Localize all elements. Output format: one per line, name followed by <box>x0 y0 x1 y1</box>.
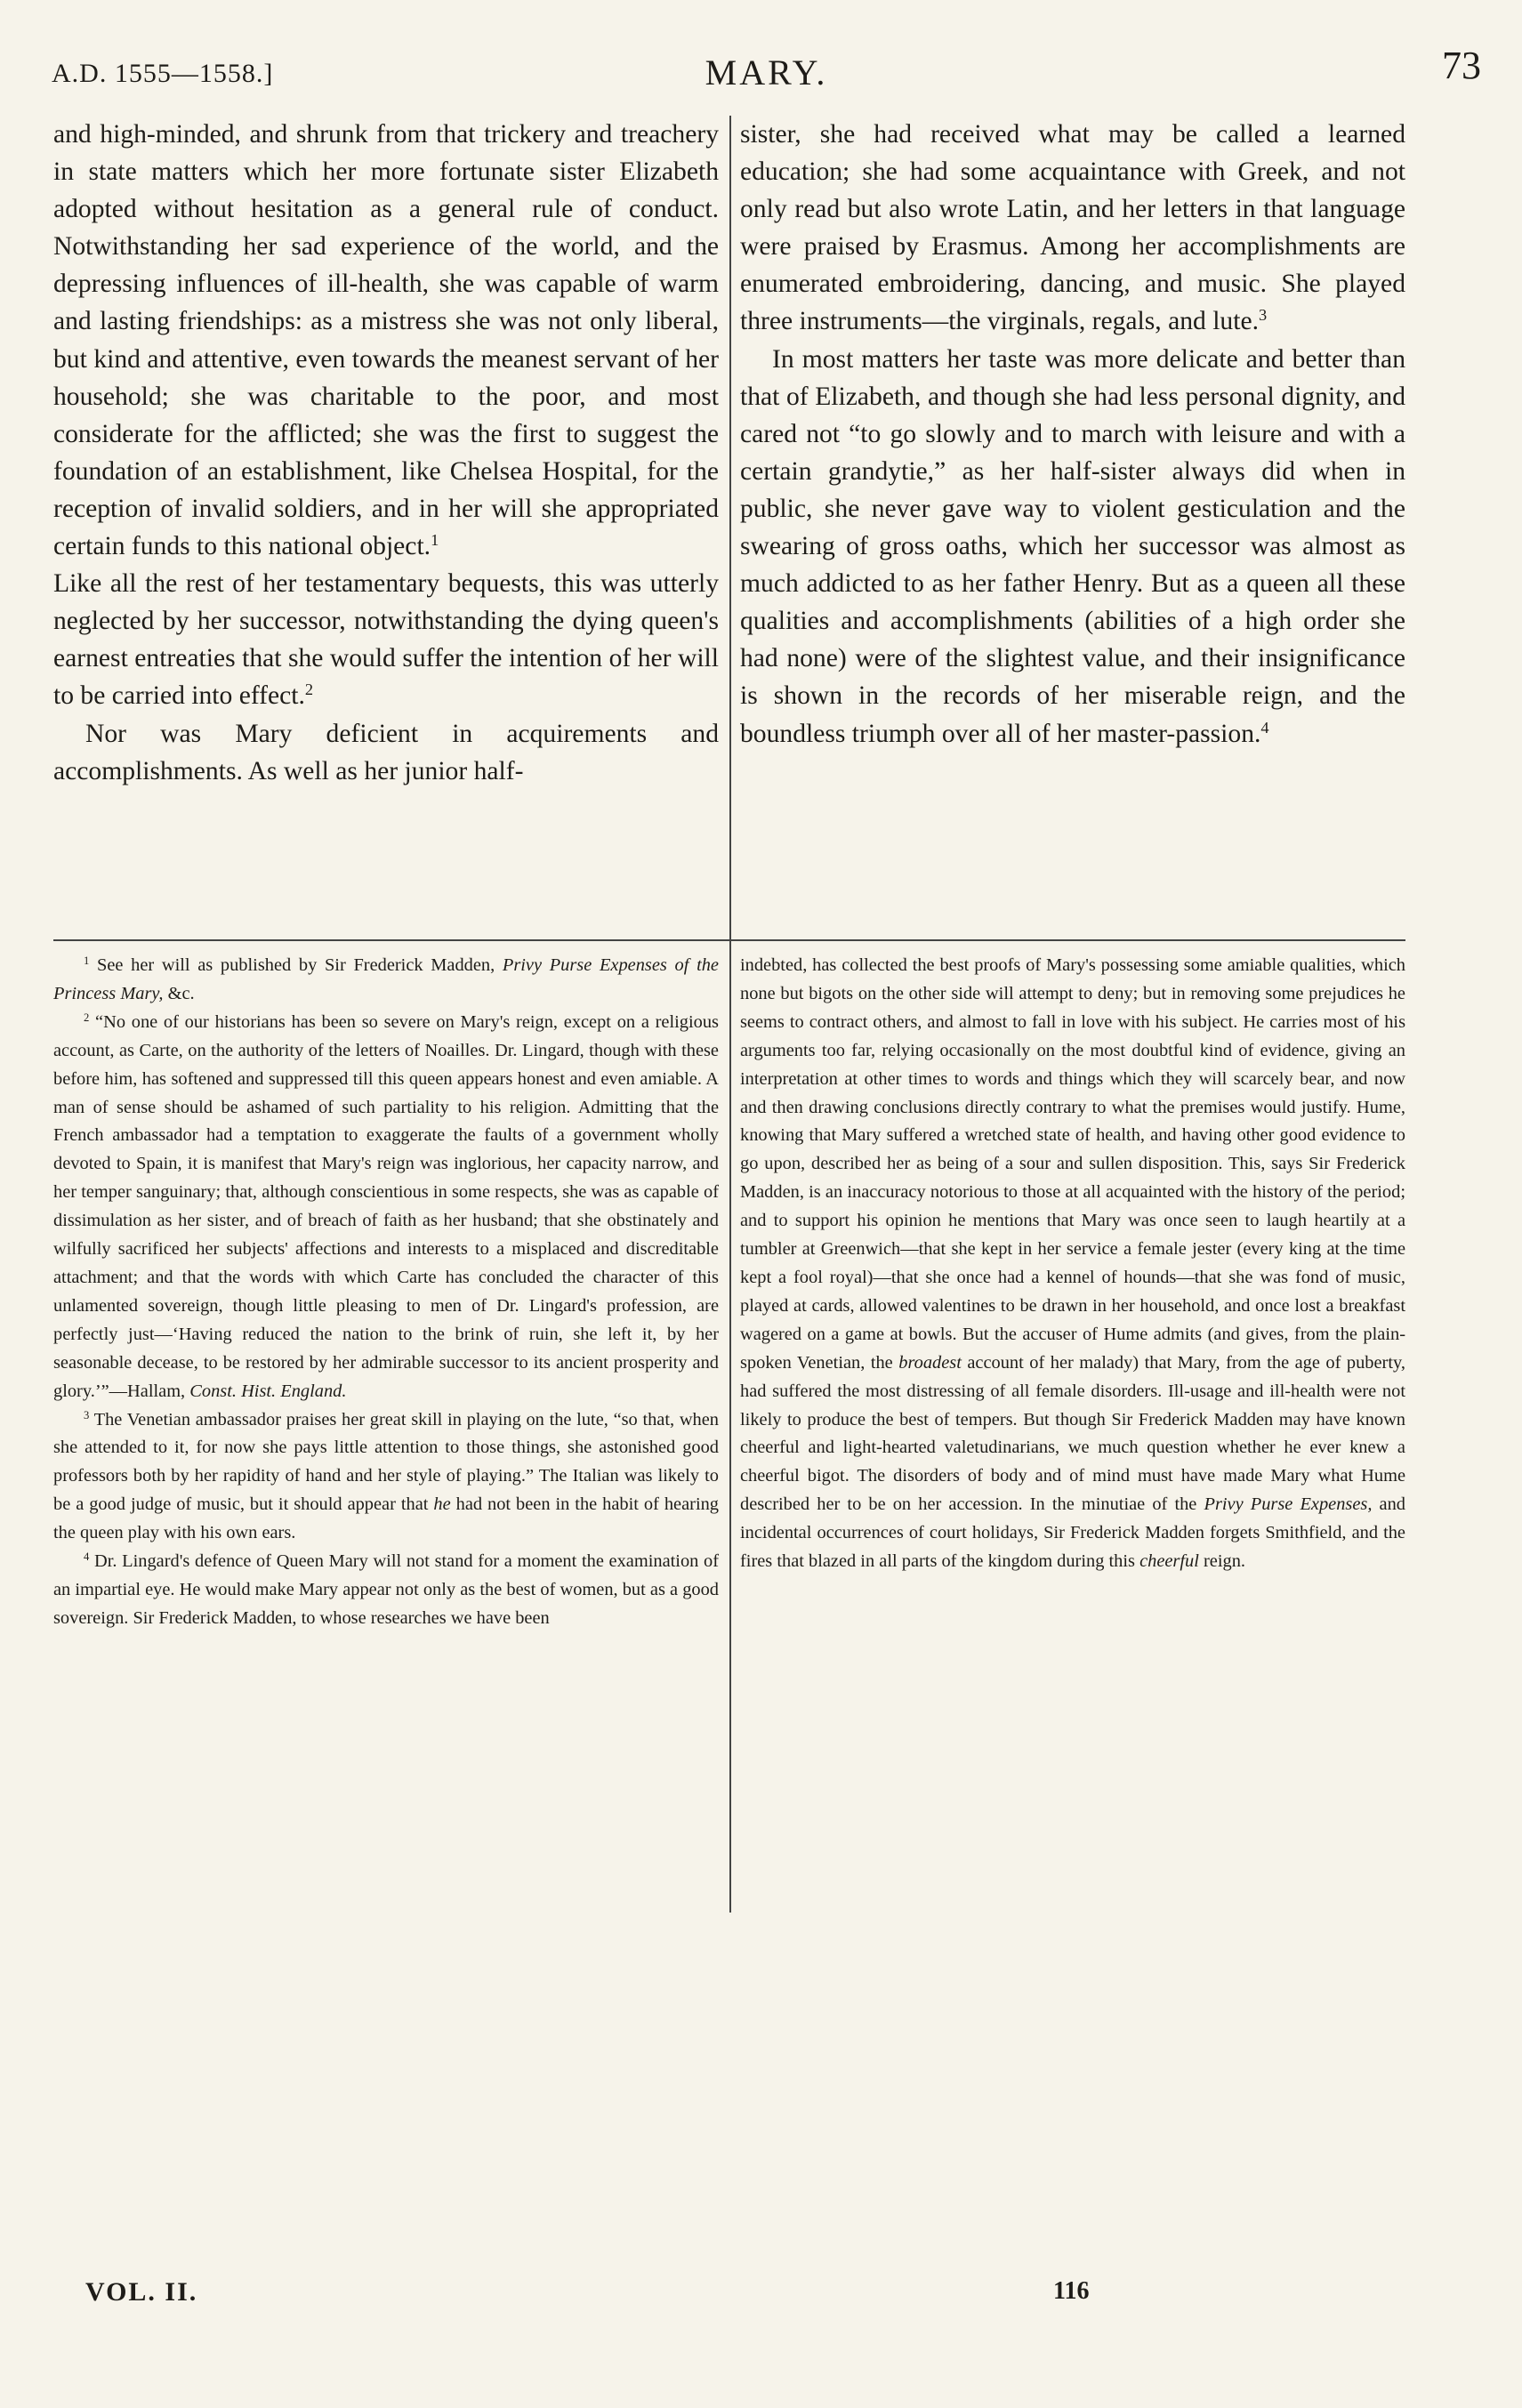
footnote-4-continued: indebted, has collected the best proofs of Mary's possessing some amiable qualities, which none but bigots on the other side will attempt to deny; but in removing some prejudices he seems to contract others, and almost to fall in love with his subject. He carries most of his arguments too far, relying occasionally on the most doubtful kind of evidence, giving an interpretation at other times to words and things which they will scarcely bear, and now and then drawing conclusions directly contrary to what the premises would justify. Hume, knowing that Mary suffered a wretched state of health, and having other good evidence to go upon, described her as being of a sour and sullen disposition. This, says Sir Frederick Madden, is an inaccuracy notorious to those at all acquainted with the history of the period; and to support his opinion he mentions that Mary was once seen to laugh heartily at a tumbler at Greenwich—that she kept in her service a female jester (every king at the time kept a fool royal)—that she once had a kennel of hounds—that she was fond of music, played at cards, allowed valentines to be drawn in her household, and once lost a breakfast wagered on a game at bowls. But the accuser of Hume admits (and gives, from the plain-spoken Venetian, the broadest account of her malady) that Mary, from the age of puberty, had suffered the most distressing of all female disorders. Ill-usage and ill-health were not likely to produce the best of tempers. But though Sir Frederick Madden may have known cheerful and light-hearted valetudinarians, we much question whether he ever knew a cheerful bigot. The disorders of body and of mind must have made Mary what Hume described her to be on her accession. In the minutiae of the Privy Purse Expenses, and incidental occurrences of court holidays, Sir Frederick Madden forgets Smithfield, and the fires that blazed in all parts of the kingdom during this cheerful reign. <box>740 955 1405 1572</box>
footnote-1: $^1$ See her will as published by Sir Frederick Madden, Privy Purse Expenses of the Princess Mary, &c. <box>53 954 719 1003</box>
paragraph: In most matters her taste was more delicate and better than that of Elizabeth, and though she had less personal dignity, and cared not “to go slowly and to march with leisure and with a certain grandytie,” as her half-sister always did when in public, she never gave way to violent gesticulation and the swearing of gross oaths, which her successor was almost as much addicted to as her father Henry. But as a queen all these qualities and accomplishments (abilities of a high order she had none) were of the slightest value, and their insignificance is shown in the records of her miserable reign, and the boundless triumph over all of her master-passion.$^4$ <box>740 344 1405 748</box>
page-number: 73 <box>1442 44 1481 87</box>
volume-label: VOL. II. <box>85 2277 198 2307</box>
paragraph: and high-minded, and shrunk from that trickery and treachery in state matters which her more fortunate sister Elizabeth adopted without hesitation as a general rule of conduct. Notwithstanding her sad experience of the world, and the depressing influences of ill-health, she was capable of warm and lasting friendships: as a mistress she was not only liberal, but kind and attentive, even towards the meanest servant of her household; she was charitable to the poor, and most considerate for the afflicted; she was the first to suggest the foundation of an establishment, like Chelsea Hospital, for the reception of invalid soldiers, and in her will she appropriated certain funds to this national object.$^1$ <box>53 120 719 561</box>
main-text-right-column <box>740 116 1405 753</box>
page-footer <box>85 2277 1437 2313</box>
footnote-ref: 3 <box>1258 306 1268 325</box>
column-divider <box>729 116 731 1913</box>
paragraph: Like all the rest of her testamentary bequests, this was utterly neglected by her successor, notwithstanding the dying queen's earnest entreaties that she would suffer the intention of her will to be carried into effect.$^2$ <box>53 569 719 711</box>
footnote-separator <box>53 939 1405 941</box>
main-text-left-column <box>53 116 719 790</box>
running-title: MARY. <box>705 52 828 93</box>
footnotes-left-column <box>53 952 719 1633</box>
paragraph: sister, she had received what may be called a learned education; she had some acquaintance with Greek, and not only read but also wrote Latin, and her letters in that language were praised by Erasmus. Among her accomplishments are enumerated embroidering, dancing, and music. She played three instruments—the virginals, regals, and lute.$^3$ <box>740 120 1405 336</box>
footnote-ref: 2 <box>304 681 314 699</box>
footnote-4: $^4$ Dr. Lingard's defence of Queen Mary will not stand for a moment the examination of an impartial eye. He would make Mary appear not only as the best of women, but as a good sovereign. Sir Frederick Madden, to whose researches we have been <box>53 1550 719 1628</box>
footnote-ref: 1 <box>431 530 439 549</box>
footnote-ref: 4 <box>1260 718 1269 737</box>
signature-mark: 116 <box>1053 2277 1090 2305</box>
header-date-range: A.D. 1555—1558.] <box>52 59 274 88</box>
page-header <box>52 46 1481 100</box>
footnote-3: $^3$ The Venetian ambassador praises her great skill in playing on the lute, “so that, when she attended to it, for now she pays little attention to those things, she astonished good professors both by her rapidity of hand and her style of playing.” The Italian was likely to be a good judge of music, but it should appear that he had not been in the habit of hearing the queen play with his own ears. <box>53 1408 719 1543</box>
footnote-2: $^2$ “No one of our historians has been so severe on Mary's reign, except on a religious account, as Carte, on the authority of the letters of Noailles. Dr. Lingard, though with these before him, has softened and suppressed till this queen appears honest and even amiable. A man of sense should be ashamed of such partiality to his religion. Admitting that the French ambassador had a temptation to exaggerate the faults of a government wholly devoted to Spain, it is manifest that Mary's reign was inglorious, her capacity narrow, and her temper sanguinary; that, although conscientious in some respects, she was as capable of dissimulation as her sister, and of breach of faith as her husband; that she obstinately and wilfully sacrificed her subjects' affections and interests to a misplaced and discreditable attachment; and that the words with which Carte has concluded the character of this unlamented sovereign, though little pleasing to men of Dr. Lingard's profession, are perfectly just—‘Having reduced the nation to the brink of ruin, she left it, by her seasonable decease, to be restored by her admirable successor to its ancient prosperity and glory.’”—Hallam, Const. Hist. England. <box>53 1011 719 1401</box>
footnotes-right-column <box>740 952 1405 1576</box>
paragraph: Nor was Mary deficient in acquirements and accomplishments. As well as her junior half- <box>53 719 719 785</box>
